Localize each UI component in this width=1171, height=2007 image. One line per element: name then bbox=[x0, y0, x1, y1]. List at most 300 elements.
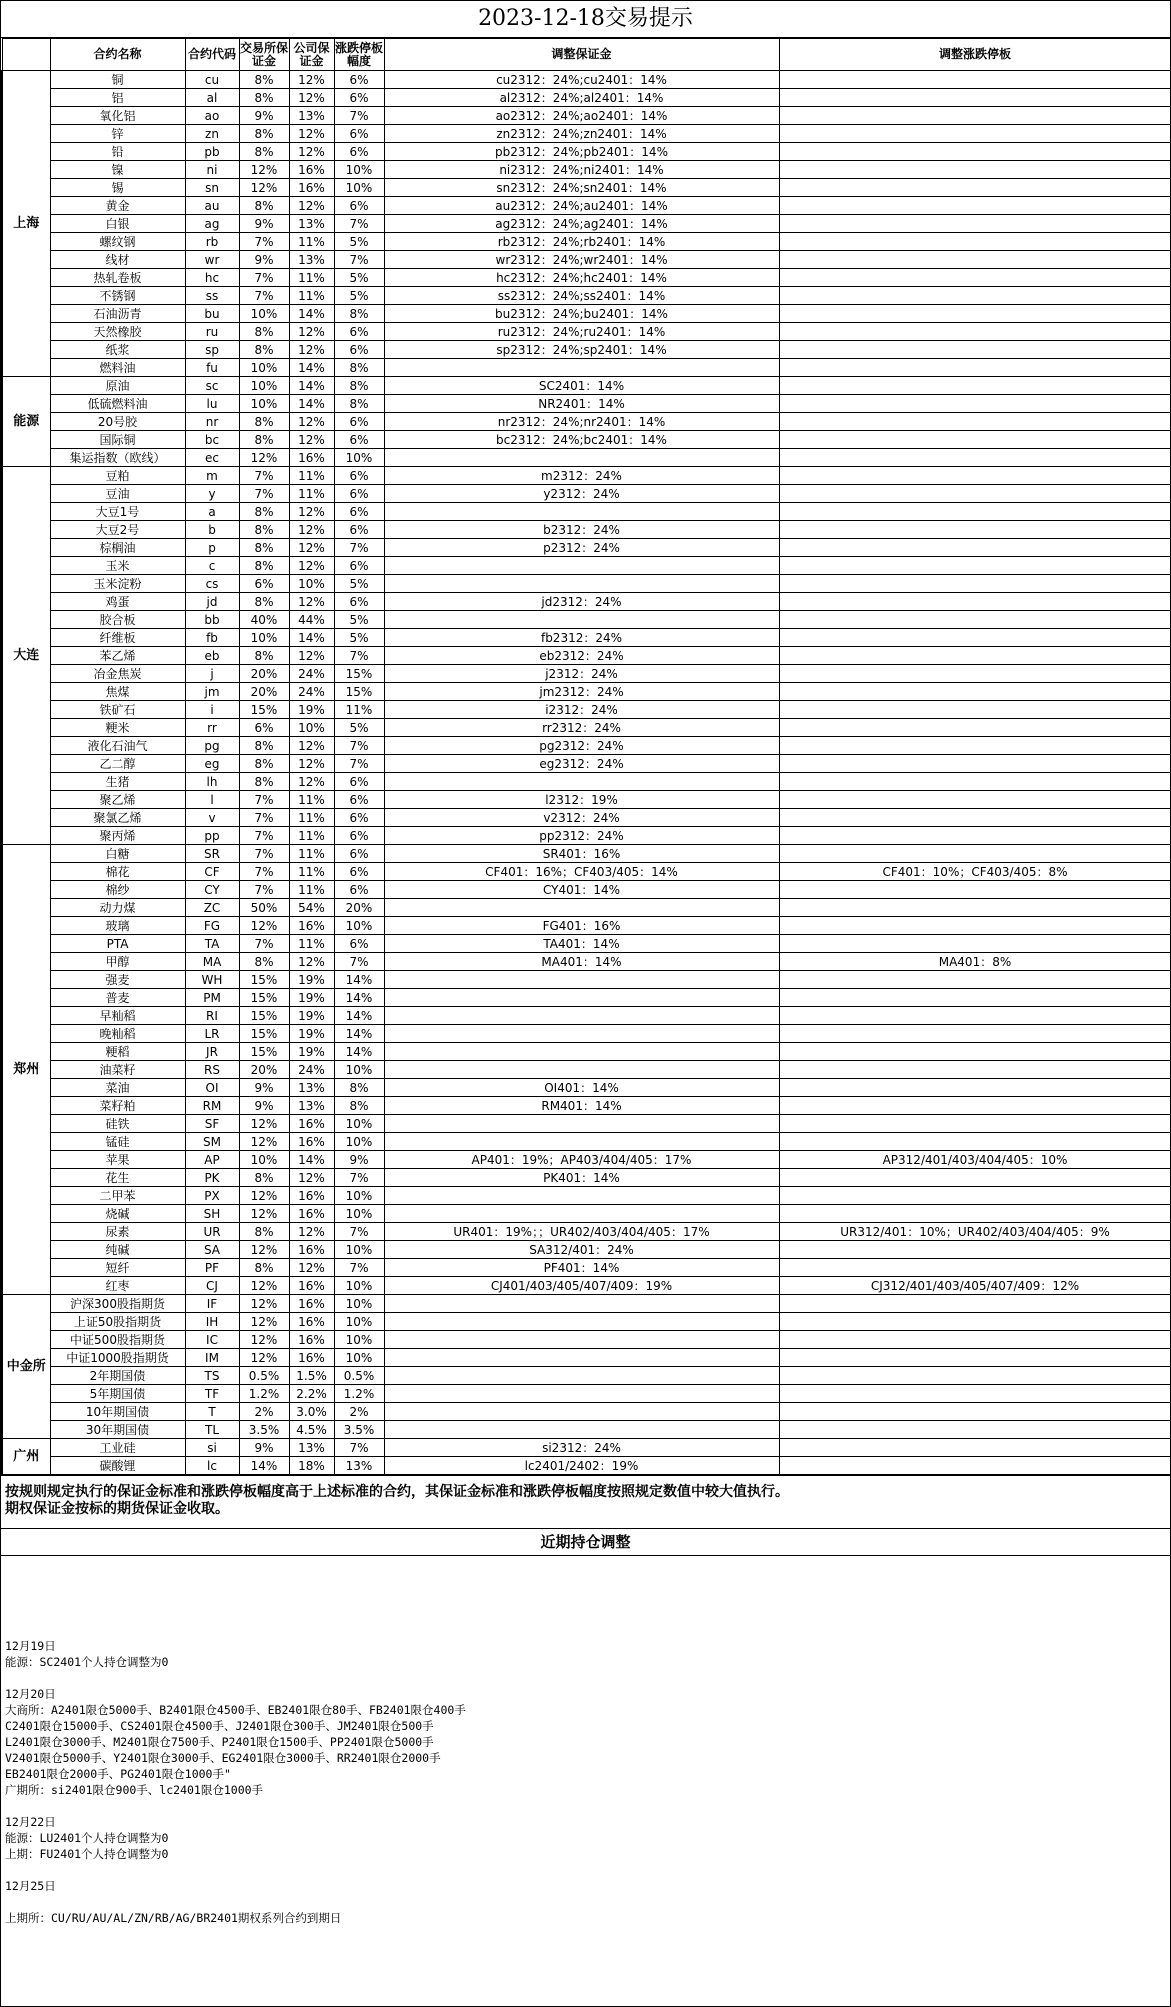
table-row bbox=[2, 1205, 1171, 1223]
contract-code-cell: eg bbox=[185, 755, 239, 773]
table-row bbox=[2, 503, 1171, 521]
contract-code-cell: T bbox=[185, 1403, 239, 1421]
table-row bbox=[2, 809, 1171, 827]
contract-name-cell: 胶合板 bbox=[50, 611, 185, 629]
limit-range-cell: 10% bbox=[334, 1241, 384, 1259]
adjusted-limit-cell bbox=[779, 737, 1171, 755]
adjusted-limit-cell bbox=[779, 233, 1171, 251]
contract-name-cell: 生猪 bbox=[50, 773, 185, 791]
adjusted-margin-cell bbox=[384, 1205, 779, 1223]
company-margin-cell: 19% bbox=[289, 1007, 334, 1025]
limit-range-cell: 5% bbox=[334, 629, 384, 647]
table-row bbox=[2, 197, 1171, 215]
contract-code-cell: rr bbox=[185, 719, 239, 737]
contract-code-cell: a bbox=[185, 503, 239, 521]
exchange-margin-cell: 12% bbox=[239, 1277, 289, 1295]
table-row bbox=[2, 683, 1171, 701]
adjusted-margin-cell: bc2312：24%;bc2401：14% bbox=[384, 431, 779, 449]
exchange-margin-cell: 8% bbox=[239, 197, 289, 215]
limit-range-cell: 6% bbox=[334, 557, 384, 575]
adjusted-margin-cell bbox=[384, 1421, 779, 1439]
contract-code-cell: wr bbox=[185, 251, 239, 269]
contract-name-cell: 纸浆 bbox=[50, 341, 185, 359]
table-row bbox=[2, 1259, 1171, 1277]
contract-code-cell: lu bbox=[185, 395, 239, 413]
exchange-margin-cell: 9% bbox=[239, 107, 289, 125]
exchange-margin-cell: 50% bbox=[239, 899, 289, 917]
exchange-margin-cell: 7% bbox=[239, 791, 289, 809]
limit-range-cell: 10% bbox=[334, 917, 384, 935]
company-margin-cell: 12% bbox=[289, 1169, 334, 1187]
contract-code-cell: RS bbox=[185, 1061, 239, 1079]
contract-code-cell: PF bbox=[185, 1259, 239, 1277]
contract-code-cell: TA bbox=[185, 935, 239, 953]
contract-name-cell: 苹果 bbox=[50, 1151, 185, 1169]
adjusted-limit-cell bbox=[779, 125, 1171, 143]
contract-name-cell: 硅铁 bbox=[50, 1115, 185, 1133]
company-margin-cell: 11% bbox=[289, 233, 334, 251]
contract-name-cell: 10年期国债 bbox=[50, 1403, 185, 1421]
contract-code-cell: nr bbox=[185, 413, 239, 431]
table-row bbox=[2, 1295, 1171, 1313]
adjusted-limit-cell bbox=[779, 323, 1171, 341]
limit-range-cell: 9% bbox=[334, 1151, 384, 1169]
exchange-margin-cell: 12% bbox=[239, 1187, 289, 1205]
company-margin-cell: 11% bbox=[289, 863, 334, 881]
adjusted-margin-cell: pb2312：24%;pb2401：14% bbox=[384, 143, 779, 161]
exchange-margin-cell: 12% bbox=[239, 1115, 289, 1133]
adjusted-margin-cell bbox=[384, 1367, 779, 1385]
exchange-margin-cell: 8% bbox=[239, 413, 289, 431]
adjusted-limit-cell bbox=[779, 683, 1171, 701]
contract-name-cell: 沪深300股指期货 bbox=[50, 1295, 185, 1313]
contract-name-cell: 聚乙烯 bbox=[50, 791, 185, 809]
contract-code-cell: j bbox=[185, 665, 239, 683]
notice-line: C2401限仓15000手、CS2401限仓4500手、J2401限仓300手、JM2401限仓500手 bbox=[5, 1719, 434, 1733]
contract-name-cell: 铜 bbox=[50, 71, 185, 89]
adjusted-margin-cell: lc2401/2402：19% bbox=[384, 1457, 779, 1475]
table-row bbox=[2, 1457, 1171, 1475]
limit-range-cell: 6% bbox=[334, 431, 384, 449]
exchange-margin-cell: 12% bbox=[239, 179, 289, 197]
contract-code-cell: PM bbox=[185, 989, 239, 1007]
contract-code-cell: sn bbox=[185, 179, 239, 197]
adjusted-limit-cell bbox=[779, 557, 1171, 575]
company-margin-cell: 16% bbox=[289, 917, 334, 935]
table-row bbox=[2, 377, 1171, 395]
limit-range-cell: 15% bbox=[334, 665, 384, 683]
company-margin-cell: 11% bbox=[289, 935, 334, 953]
adjusted-limit-cell bbox=[779, 1403, 1171, 1421]
adjusted-margin-cell: SC2401：14% bbox=[384, 377, 779, 395]
exchange-margin-cell: 15% bbox=[239, 1007, 289, 1025]
notice-block bbox=[5, 1638, 1166, 1670]
section-title: 近期持仓调整 bbox=[1, 1528, 1170, 1556]
adjusted-limit-cell bbox=[779, 377, 1171, 395]
company-margin-cell: 11% bbox=[289, 287, 334, 305]
table-row bbox=[2, 1115, 1171, 1133]
table-row bbox=[2, 1151, 1171, 1169]
limit-range-cell: 7% bbox=[334, 1223, 384, 1241]
contract-code-cell: SM bbox=[185, 1133, 239, 1151]
exchange-margin-cell: 8% bbox=[239, 1223, 289, 1241]
contract-code-cell: rb bbox=[185, 233, 239, 251]
table-row bbox=[2, 125, 1171, 143]
limit-range-cell: 2% bbox=[334, 1403, 384, 1421]
adjusted-limit-cell bbox=[779, 1439, 1171, 1457]
adjusted-margin-cell: CY401：14% bbox=[384, 881, 779, 899]
exchange-margin-cell: 10% bbox=[239, 629, 289, 647]
company-margin-cell: 12% bbox=[289, 431, 334, 449]
adjusted-margin-cell: UR401：19%；；UR402/403/404/405：17% bbox=[384, 1223, 779, 1241]
company-margin-cell: 2.2% bbox=[289, 1385, 334, 1403]
company-margin-cell: 16% bbox=[289, 1205, 334, 1223]
limit-range-cell: 6% bbox=[334, 791, 384, 809]
adjusted-margin-cell bbox=[384, 1187, 779, 1205]
adjusted-margin-cell: eg2312：24% bbox=[384, 755, 779, 773]
exchange-margin-cell: 8% bbox=[239, 143, 289, 161]
adjusted-limit-cell: MA401：8% bbox=[779, 953, 1171, 971]
adjusted-margin-cell: SR401：16% bbox=[384, 845, 779, 863]
adjusted-margin-cell: NR2401：14% bbox=[384, 395, 779, 413]
contract-name-cell: 国际铜 bbox=[50, 431, 185, 449]
limit-range-cell: 7% bbox=[334, 647, 384, 665]
contract-name-cell: 纤维板 bbox=[50, 629, 185, 647]
adjusted-limit-cell bbox=[779, 71, 1171, 89]
adjusted-margin-cell: MA401：14% bbox=[384, 953, 779, 971]
company-margin-cell: 11% bbox=[289, 791, 334, 809]
table-row bbox=[2, 647, 1171, 665]
limit-range-cell: 6% bbox=[334, 827, 384, 845]
limit-range-cell: 6% bbox=[334, 863, 384, 881]
company-margin-cell: 13% bbox=[289, 1439, 334, 1457]
company-margin-cell: 16% bbox=[289, 1349, 334, 1367]
position-notices bbox=[1, 1556, 1170, 1926]
contract-code-cell: MA bbox=[185, 953, 239, 971]
company-margin-cell: 16% bbox=[289, 179, 334, 197]
company-margin-cell: 10% bbox=[289, 719, 334, 737]
table-row bbox=[2, 1223, 1171, 1241]
adjusted-margin-cell bbox=[384, 971, 779, 989]
adjusted-margin-cell: si2312：24% bbox=[384, 1439, 779, 1457]
table-row bbox=[2, 359, 1171, 377]
adjusted-limit-cell bbox=[779, 143, 1171, 161]
company-margin-cell: 54% bbox=[289, 899, 334, 917]
table-row bbox=[2, 845, 1171, 863]
contract-code-cell: eb bbox=[185, 647, 239, 665]
contract-name-cell: 白银 bbox=[50, 215, 185, 233]
contract-code-cell: lh bbox=[185, 773, 239, 791]
contract-name-cell: 纯碱 bbox=[50, 1241, 185, 1259]
contract-name-cell: 铝 bbox=[50, 89, 185, 107]
table-row bbox=[2, 701, 1171, 719]
company-margin-cell: 13% bbox=[289, 1097, 334, 1115]
contract-code-cell: pb bbox=[185, 143, 239, 161]
contract-name-cell: 乙二醇 bbox=[50, 755, 185, 773]
table-row bbox=[2, 971, 1171, 989]
limit-range-cell: 6% bbox=[334, 125, 384, 143]
header-code: 合约代码 bbox=[185, 39, 239, 71]
limit-range-cell: 10% bbox=[334, 449, 384, 467]
company-margin-cell: 16% bbox=[289, 1241, 334, 1259]
company-margin-cell: 12% bbox=[289, 125, 334, 143]
limit-range-cell: 6% bbox=[334, 521, 384, 539]
table-row bbox=[2, 1043, 1171, 1061]
table-row bbox=[2, 269, 1171, 287]
table-row bbox=[2, 431, 1171, 449]
notice-line: 上期所：CU/RU/AU/AL/ZN/RB/AG/BR2401期权系列合约到期日 bbox=[5, 1911, 342, 1925]
limit-range-cell: 6% bbox=[334, 89, 384, 107]
adjusted-limit-cell bbox=[779, 107, 1171, 125]
contract-name-cell: 玻璃 bbox=[50, 917, 185, 935]
adjusted-limit-cell bbox=[779, 1007, 1171, 1025]
adjusted-limit-cell bbox=[779, 665, 1171, 683]
table-row bbox=[2, 791, 1171, 809]
note-line: 期权保证金按标的期货保证金收取。 bbox=[5, 1501, 229, 1517]
limit-range-cell: 14% bbox=[334, 989, 384, 1007]
contract-code-cell: i bbox=[185, 701, 239, 719]
limit-range-cell: 6% bbox=[334, 503, 384, 521]
notice-block bbox=[5, 1686, 1166, 1798]
table-row bbox=[2, 1079, 1171, 1097]
contract-code-cell: IC bbox=[185, 1331, 239, 1349]
table-row bbox=[2, 827, 1171, 845]
table-row bbox=[2, 719, 1171, 737]
limit-range-cell: 7% bbox=[334, 1169, 384, 1187]
company-margin-cell: 16% bbox=[289, 1277, 334, 1295]
adjusted-limit-cell bbox=[779, 431, 1171, 449]
company-margin-cell: 44% bbox=[289, 611, 334, 629]
exchange-margin-cell: 7% bbox=[239, 935, 289, 953]
table-row bbox=[2, 1187, 1171, 1205]
notice-block bbox=[5, 1878, 1166, 1926]
adjusted-margin-cell: ni2312：24%;ni2401：14% bbox=[384, 161, 779, 179]
limit-range-cell: 10% bbox=[334, 1313, 384, 1331]
contract-code-cell: bb bbox=[185, 611, 239, 629]
table-row bbox=[2, 539, 1171, 557]
contract-name-cell: 线材 bbox=[50, 251, 185, 269]
company-margin-cell: 13% bbox=[289, 215, 334, 233]
company-margin-cell: 12% bbox=[289, 593, 334, 611]
table-row bbox=[2, 323, 1171, 341]
company-margin-cell: 12% bbox=[289, 71, 334, 89]
limit-range-cell: 7% bbox=[334, 737, 384, 755]
limit-range-cell: 1.2% bbox=[334, 1385, 384, 1403]
contract-code-cell: fu bbox=[185, 359, 239, 377]
company-margin-cell: 10% bbox=[289, 575, 334, 593]
exchange-margin-cell: 8% bbox=[239, 953, 289, 971]
adjusted-margin-cell: nr2312：24%;nr2401：14% bbox=[384, 413, 779, 431]
contract-name-cell: 油菜籽 bbox=[50, 1061, 185, 1079]
adjusted-margin-cell: l2312：19% bbox=[384, 791, 779, 809]
exchange-cell: 郑州 bbox=[2, 845, 50, 1295]
contract-code-cell: jm bbox=[185, 683, 239, 701]
contract-name-cell: 石油沥青 bbox=[50, 305, 185, 323]
contract-name-cell: 集运指数（欧线） bbox=[50, 449, 185, 467]
contract-code-cell: SR bbox=[185, 845, 239, 863]
table-row bbox=[2, 485, 1171, 503]
contract-name-cell: 上证50股指期货 bbox=[50, 1313, 185, 1331]
adjusted-margin-cell bbox=[384, 449, 779, 467]
contract-code-cell: m bbox=[185, 467, 239, 485]
limit-range-cell: 6% bbox=[334, 323, 384, 341]
exchange-margin-cell: 8% bbox=[239, 323, 289, 341]
adjusted-margin-cell: hc2312：24%;hc2401：14% bbox=[384, 269, 779, 287]
company-margin-cell: 16% bbox=[289, 449, 334, 467]
adjusted-limit-cell bbox=[779, 611, 1171, 629]
company-margin-cell: 19% bbox=[289, 701, 334, 719]
contract-code-cell: SH bbox=[185, 1205, 239, 1223]
adjusted-margin-cell: i2312：24% bbox=[384, 701, 779, 719]
company-margin-cell: 1.5% bbox=[289, 1367, 334, 1385]
limit-range-cell: 7% bbox=[334, 107, 384, 125]
contract-name-cell: 早籼稻 bbox=[50, 1007, 185, 1025]
adjusted-margin-cell: v2312：24% bbox=[384, 809, 779, 827]
limit-range-cell: 8% bbox=[334, 359, 384, 377]
adjusted-limit-cell: UR312/401：10%；UR402/403/404/405：9% bbox=[779, 1223, 1171, 1241]
adjusted-limit-cell: AP312/401/403/404/405：10% bbox=[779, 1151, 1171, 1169]
contract-code-cell: p bbox=[185, 539, 239, 557]
adjusted-limit-cell bbox=[779, 341, 1171, 359]
table-row bbox=[2, 557, 1171, 575]
company-margin-cell: 11% bbox=[289, 467, 334, 485]
table-row bbox=[2, 665, 1171, 683]
company-margin-cell: 12% bbox=[289, 737, 334, 755]
contract-name-cell: 大豆1号 bbox=[50, 503, 185, 521]
contract-name-cell: 豆油 bbox=[50, 485, 185, 503]
exchange-margin-cell: 12% bbox=[239, 1241, 289, 1259]
table-row bbox=[2, 233, 1171, 251]
exchange-margin-cell: 12% bbox=[239, 1313, 289, 1331]
adjusted-limit-cell bbox=[779, 1259, 1171, 1277]
adjusted-limit-cell bbox=[779, 1079, 1171, 1097]
limit-range-cell: 11% bbox=[334, 701, 384, 719]
limit-range-cell: 6% bbox=[334, 341, 384, 359]
exchange-margin-cell: 2% bbox=[239, 1403, 289, 1421]
contract-code-cell: bu bbox=[185, 305, 239, 323]
header-adjusted-margin: 调整保证金 bbox=[384, 39, 779, 71]
contract-code-cell: OI bbox=[185, 1079, 239, 1097]
limit-range-cell: 6% bbox=[334, 413, 384, 431]
exchange-margin-cell: 3.5% bbox=[239, 1421, 289, 1439]
limit-range-cell: 8% bbox=[334, 395, 384, 413]
company-margin-cell: 16% bbox=[289, 1331, 334, 1349]
adjusted-limit-cell bbox=[779, 179, 1171, 197]
contract-code-cell: pg bbox=[185, 737, 239, 755]
limit-range-cell: 10% bbox=[334, 1349, 384, 1367]
adjusted-margin-cell bbox=[384, 1331, 779, 1349]
exchange-margin-cell: 8% bbox=[239, 557, 289, 575]
contract-code-cell: sp bbox=[185, 341, 239, 359]
exchange-margin-cell: 12% bbox=[239, 1295, 289, 1313]
exchange-margin-cell: 20% bbox=[239, 665, 289, 683]
contract-name-cell: 大豆2号 bbox=[50, 521, 185, 539]
contract-name-cell: 镍 bbox=[50, 161, 185, 179]
adjusted-limit-cell bbox=[779, 1313, 1171, 1331]
note bbox=[1, 1475, 1170, 1528]
adjusted-margin-cell: sp2312：24%;sp2401：14% bbox=[384, 341, 779, 359]
limit-range-cell: 14% bbox=[334, 1007, 384, 1025]
exchange-margin-cell: 8% bbox=[239, 341, 289, 359]
table-row bbox=[2, 1241, 1171, 1259]
adjusted-limit-cell bbox=[779, 1367, 1171, 1385]
adjusted-margin-cell: TA401：14% bbox=[384, 935, 779, 953]
limit-range-cell: 10% bbox=[334, 1133, 384, 1151]
contract-name-cell: 烧碱 bbox=[50, 1205, 185, 1223]
contract-code-cell: IM bbox=[185, 1349, 239, 1367]
contract-name-cell: 棕榈油 bbox=[50, 539, 185, 557]
contract-name-cell: 聚氯乙烯 bbox=[50, 809, 185, 827]
table-row bbox=[2, 899, 1171, 917]
header-company-margin: 公司保证金 bbox=[289, 39, 334, 71]
adjusted-margin-cell: SA312/401：24% bbox=[384, 1241, 779, 1259]
limit-range-cell: 8% bbox=[334, 305, 384, 323]
contract-name-cell: 花生 bbox=[50, 1169, 185, 1187]
contract-name-cell: 短纤 bbox=[50, 1259, 185, 1277]
adjusted-margin-cell: jm2312：24% bbox=[384, 683, 779, 701]
exchange-cell: 上海 bbox=[2, 71, 50, 377]
limit-range-cell: 15% bbox=[334, 683, 384, 701]
contract-name-cell: 苯乙烯 bbox=[50, 647, 185, 665]
adjusted-margin-cell: pp2312：24% bbox=[384, 827, 779, 845]
contract-name-cell: 二甲苯 bbox=[50, 1187, 185, 1205]
contract-name-cell: 中证500股指期货 bbox=[50, 1331, 185, 1349]
adjusted-limit-cell bbox=[779, 719, 1171, 737]
notice-line: 能源：LU2401个人持仓调整为0 bbox=[5, 1831, 169, 1845]
company-margin-cell: 24% bbox=[289, 1061, 334, 1079]
company-margin-cell: 14% bbox=[289, 395, 334, 413]
adjusted-margin-cell bbox=[384, 1349, 779, 1367]
company-margin-cell: 12% bbox=[289, 521, 334, 539]
company-margin-cell: 11% bbox=[289, 881, 334, 899]
company-margin-cell: 13% bbox=[289, 107, 334, 125]
table-row bbox=[2, 71, 1171, 89]
adjusted-limit-cell bbox=[779, 359, 1171, 377]
exchange-margin-cell: 15% bbox=[239, 971, 289, 989]
adjusted-margin-cell bbox=[384, 1061, 779, 1079]
adjusted-limit-cell bbox=[779, 629, 1171, 647]
company-margin-cell: 3.0% bbox=[289, 1403, 334, 1421]
adjusted-margin-cell bbox=[384, 611, 779, 629]
adjusted-limit-cell bbox=[779, 881, 1171, 899]
adjusted-limit-cell bbox=[779, 197, 1171, 215]
adjusted-limit-cell bbox=[779, 1115, 1171, 1133]
exchange-margin-cell: 10% bbox=[239, 305, 289, 323]
contract-code-cell: RI bbox=[185, 1007, 239, 1025]
table-row bbox=[2, 1025, 1171, 1043]
adjusted-margin-cell: cu2312：24%;cu2401：14% bbox=[384, 71, 779, 89]
adjusted-limit-cell bbox=[779, 755, 1171, 773]
adjusted-limit-cell bbox=[779, 1385, 1171, 1403]
contract-name-cell: 菜油 bbox=[50, 1079, 185, 1097]
adjusted-limit-cell bbox=[779, 1457, 1171, 1475]
company-margin-cell: 12% bbox=[289, 503, 334, 521]
company-margin-cell: 12% bbox=[289, 323, 334, 341]
contract-name-cell: 玉米 bbox=[50, 557, 185, 575]
adjusted-margin-cell: CJ401/403/405/407/409：19% bbox=[384, 1277, 779, 1295]
exchange-margin-cell: 9% bbox=[239, 1439, 289, 1457]
contract-code-cell: zn bbox=[185, 125, 239, 143]
table-row bbox=[2, 935, 1171, 953]
contract-code-cell: ao bbox=[185, 107, 239, 125]
exchange-margin-cell: 9% bbox=[239, 1079, 289, 1097]
adjusted-margin-cell: bu2312：24%;bu2401：14% bbox=[384, 305, 779, 323]
table-row bbox=[2, 305, 1171, 323]
table-row bbox=[2, 467, 1171, 485]
table-row bbox=[2, 251, 1171, 269]
exchange-margin-cell: 8% bbox=[239, 431, 289, 449]
adjusted-margin-cell: rb2312：24%;rb2401：14% bbox=[384, 233, 779, 251]
